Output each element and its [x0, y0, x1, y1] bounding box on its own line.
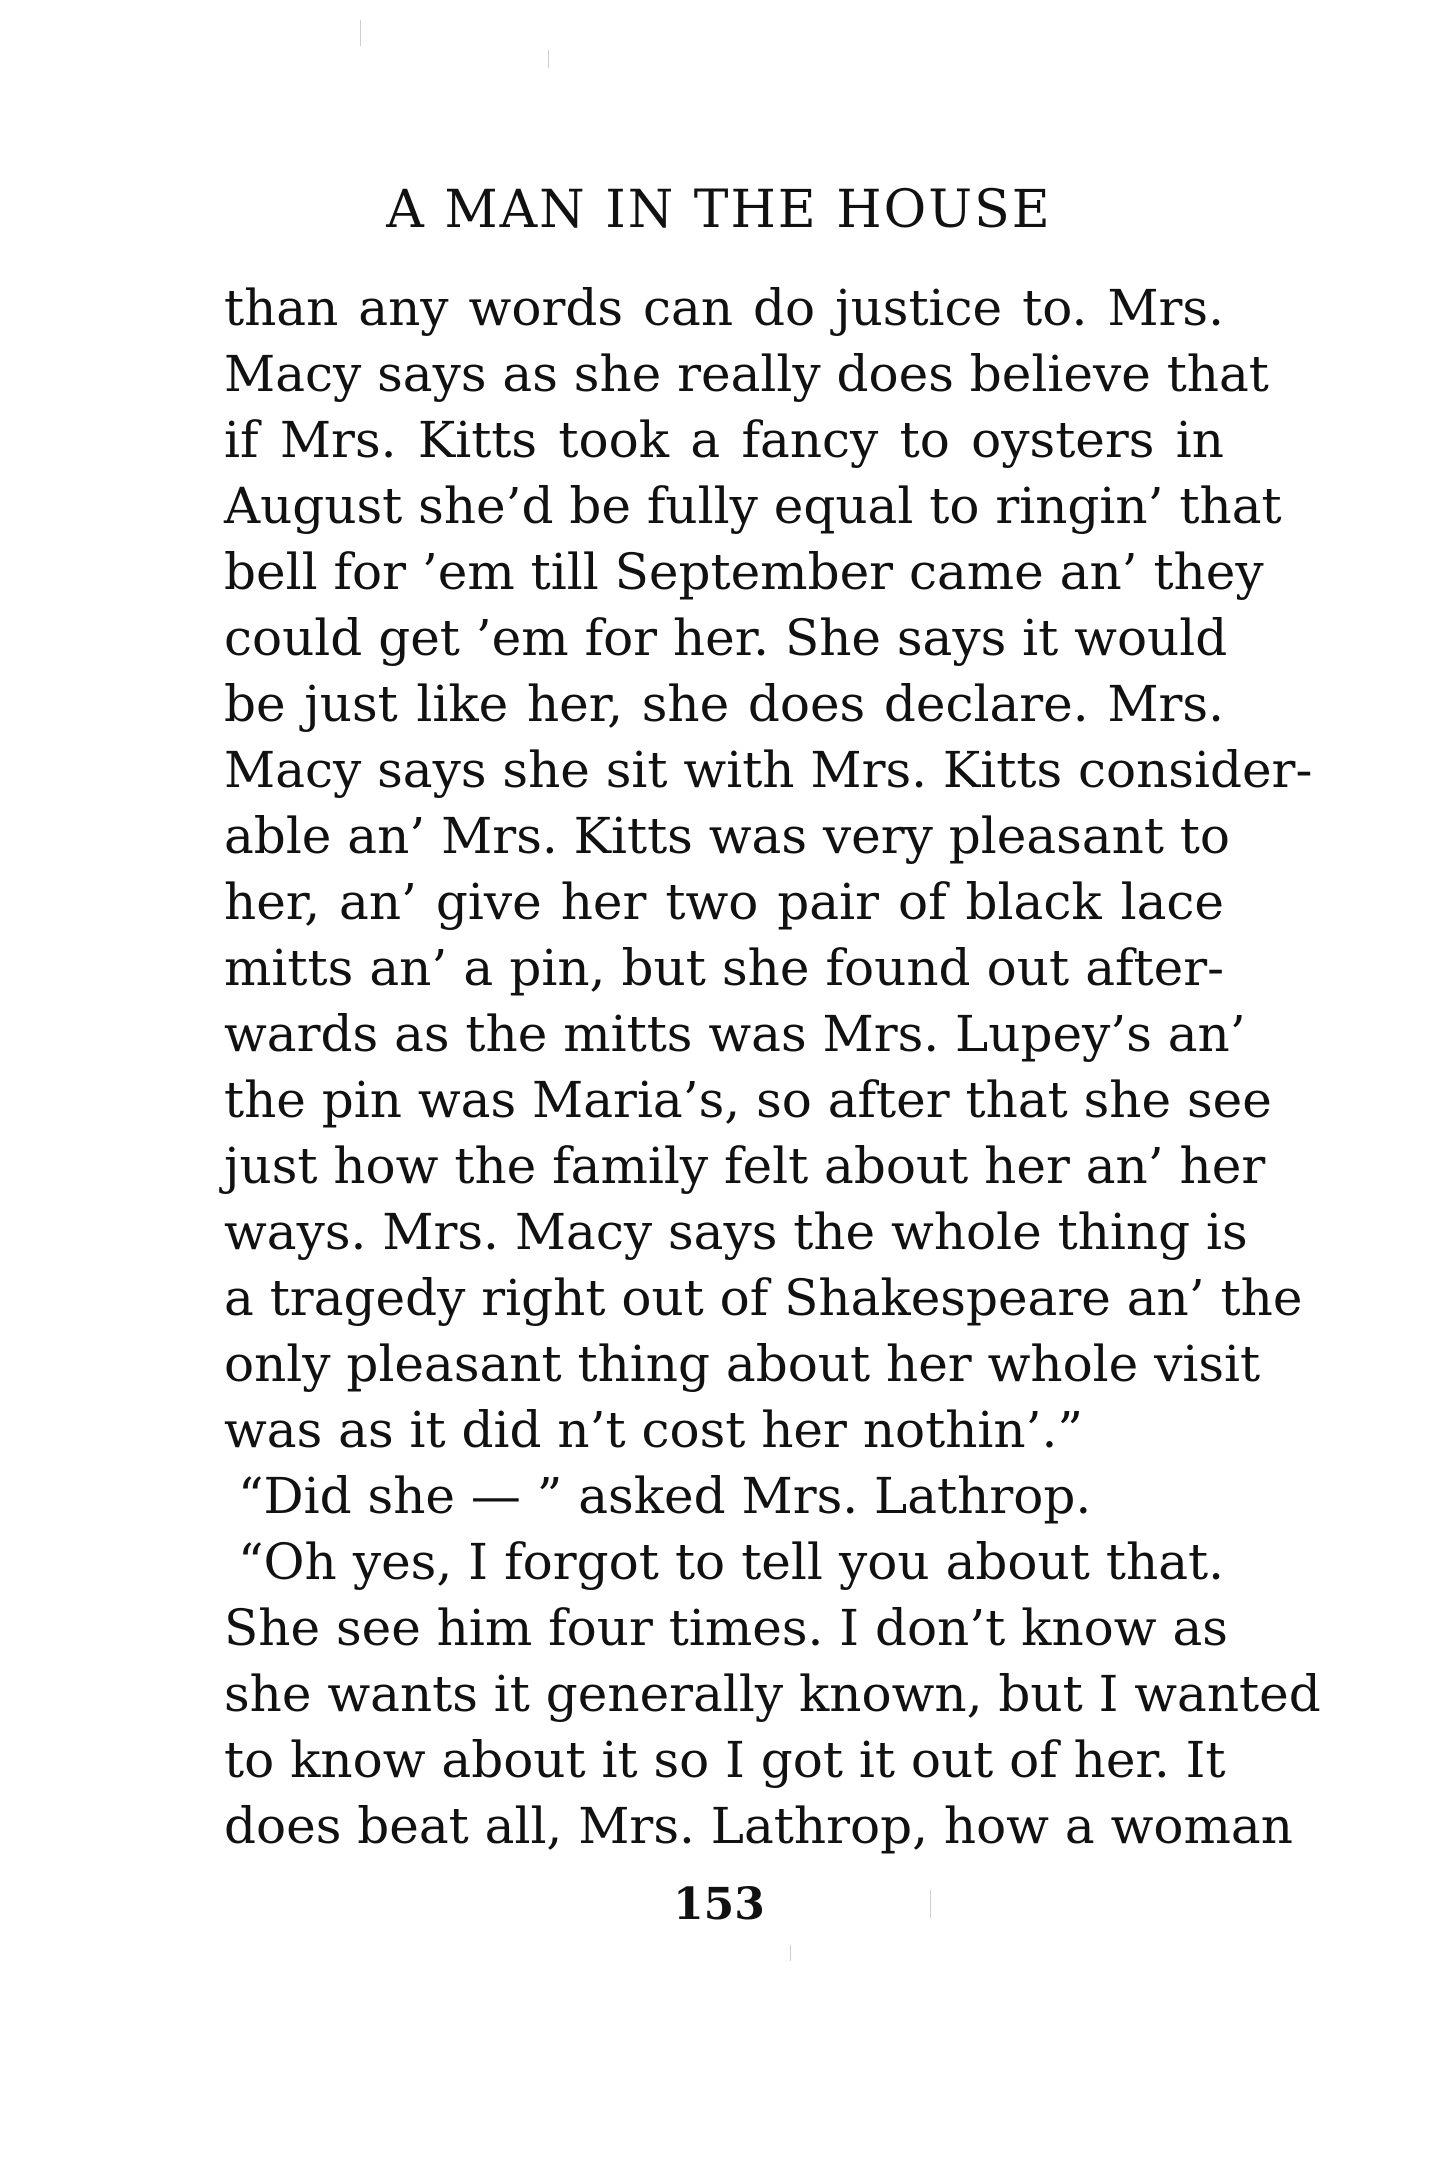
text-line: wards as the mitts was Mrs. Lupey’s an’ [224, 1005, 1246, 1063]
text-line: bell for ’em till September came an’ they [224, 543, 1264, 601]
text-line: ways. Mrs. Macy says the whole thing is [224, 1203, 1248, 1261]
text-line: Macy says she sit with Mrs. Kitts consider- [224, 741, 1313, 799]
text-line: mitts an’ a pin, but she found out after- [224, 939, 1224, 997]
text-line: “Oh yes, I forgot to tell you about that. [238, 1533, 1224, 1591]
text-line: “Did she — ” asked Mrs. Lathrop. [238, 1467, 1092, 1525]
text-line: than any words can do justice to. Mrs. [224, 279, 1224, 337]
text-line: Macy says as she really does believe that [224, 345, 1269, 403]
text-line: if Mrs. Kitts took a fancy to oysters in [224, 411, 1224, 469]
text-line: a tragedy right out of Shakespeare an’ the [224, 1269, 1303, 1327]
text-line: She see him four times. I don’t know as [224, 1599, 1228, 1657]
text-line: she wants it generally known, but I wanted [224, 1665, 1321, 1723]
paper-speck [790, 1945, 791, 1961]
page-number: 153 [673, 1879, 765, 1930]
paper-speck [360, 20, 361, 46]
text-line: just how the family felt about her an’ her [224, 1137, 1266, 1195]
paper-speck [548, 50, 549, 68]
text-line: only pleasant thing about her whole visit [224, 1335, 1261, 1393]
text-line: August she’d be fully equal to ringin’ that [224, 477, 1282, 535]
text-line: the pin was Maria’s, so after that she see [224, 1071, 1272, 1129]
body-text [224, 275, 1321, 1859]
text-line: able an’ Mrs. Kitts was very pleasant to [224, 807, 1231, 865]
text-line: was as it did n’t cost her nothin’.” [224, 1401, 1083, 1459]
running-head: A MAN IN THE HOUSE [386, 180, 1052, 240]
text-line: her, an’ give her two pair of black lace [224, 873, 1224, 931]
text-line: does beat all, Mrs. Lathrop, how a woman [224, 1797, 1293, 1855]
text-line: could get ’em for her. She says it would [224, 609, 1228, 667]
text-line: to know about it so I got it out of her. It [224, 1731, 1226, 1789]
paper-speck [930, 1890, 931, 1918]
text-line: be just like her, she does declare. Mrs. [224, 675, 1224, 733]
